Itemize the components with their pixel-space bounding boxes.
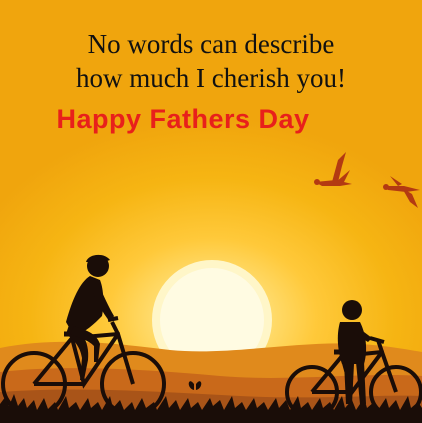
- message-line-2: how much I cherish you!: [76, 63, 346, 93]
- greeting-title: Happy Fathers Day: [56, 104, 310, 134]
- bird-icon: [314, 152, 352, 186]
- bird-icon: [383, 176, 420, 208]
- card-message: [0, 27, 422, 95]
- message-line-1: No words can describe: [87, 29, 335, 59]
